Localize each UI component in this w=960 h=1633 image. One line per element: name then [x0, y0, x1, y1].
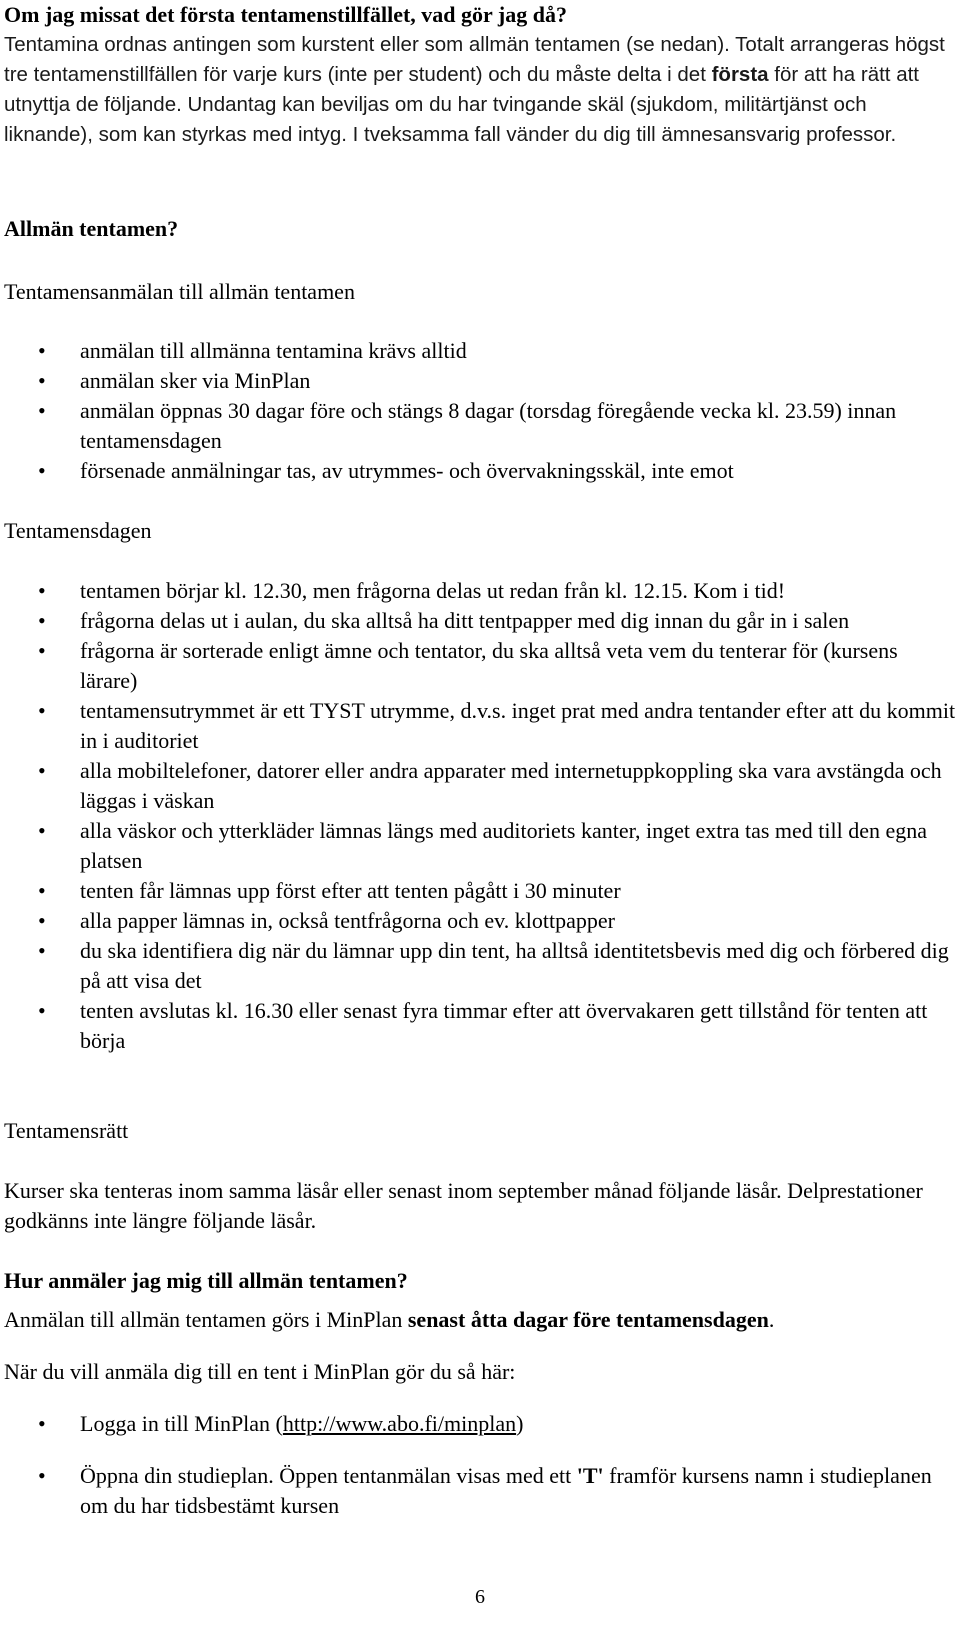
deadline-text-a: Anmälan till allmän tentamen görs i MinPlan: [4, 1307, 408, 1332]
list-item: • du ska identifiera dig när du lämnar upp din tent, ha alltså identitetsbevis med dig och förbered dig på att visa det: [0, 936, 956, 996]
list-item: • alla papper lämnas in, också tentfrågorna och ev. klottpapper: [0, 906, 956, 936]
list-item: • frågorna är sorterade enligt ämne och tentator, du ska alltså veta vem du tenterar för (kursens lärare): [0, 636, 956, 696]
intro-text-bold: första: [711, 63, 769, 86]
intro-text-b: för att ha rätt att utnyttja de följande. Undantag kan beviljas om du har tvingande skäl (sjukdom, militärtjänst och liknande), som kan styrkas med intyg. I tveksamma fall vänder du dig till ämnesansvarig professor.: [4, 63, 919, 146]
heading-exam-rights: Tentamensrätt: [4, 1118, 129, 1143]
list-item: • tentamen börjar kl. 12.30, men frågorna delas ut redan från kl. 12.15. Kom i tid!: [0, 576, 956, 606]
heading-how-to-register: Hur anmäler jag mig till allmän tentamen?: [4, 1268, 408, 1293]
register-steps-list: [0, 1409, 956, 1521]
step2-text-a: Öppna din studieplan. Öppen tentanmälan visas med ett: [80, 1463, 577, 1488]
list-item: • anmälan öppnas 30 dagar före och stängs 8 dagar (torsdag föregående vecka kl. 23.59) innan tentamensdagen: [0, 396, 956, 456]
step1-text-a: Logga in till MinPlan (: [80, 1411, 283, 1436]
heading-missed-exam: Om jag missat det första tentamenstillfället, vad gör jag då?: [4, 2, 567, 27]
minplan-link[interactable]: http://www.abo.fi/minplan: [282, 1411, 517, 1436]
step1-text-b: ): [516, 1411, 524, 1436]
list-item: [0, 1409, 956, 1439]
list-item: • försenade anmälningar tas, av utrymmes- och övervakningsskäl, inte emot: [0, 456, 956, 486]
register-deadline-text: [4, 1305, 956, 1335]
list-item: • alla väskor och ytterkläder lämnas längs med auditoriets kanter, inget extra tas med till den egna platsen: [0, 816, 956, 876]
step2-text-b: framför kursens namn i studieplanen om du har tidsbestämt kursen: [80, 1463, 932, 1518]
exam-rights-text: Kurser ska tenteras inom samma läsår eller senast inom september månad följande läsår. Delprestationer godkänns inte längre följande läsår.: [4, 1178, 923, 1233]
step2-text-bold: 'T': [576, 1463, 604, 1488]
exam-day-list: [0, 576, 956, 1056]
list-item: • alla mobiltelefoner, datorer eller andra apparater med internetuppkoppling ska vara avstängda och läggas i väskan: [0, 756, 956, 816]
deadline-text-b: .: [768, 1307, 775, 1332]
list-item: • anmälan sker via MinPlan: [0, 366, 956, 396]
subheading-registration: Tentamensanmälan till allmän tentamen: [4, 279, 355, 304]
heading-exam-day: Tentamensdagen: [4, 518, 152, 543]
deadline-text-bold: senast åtta dagar före tentamensdagen: [407, 1307, 769, 1332]
register-instructions-intro: När du vill anmäla dig till en tent i MinPlan gör du så här:: [4, 1359, 516, 1384]
registration-list: [0, 336, 956, 486]
list-item: • tenten får lämnas upp först efter att tenten pågått i 30 minuter: [0, 876, 956, 906]
intro-paragraph: [4, 30, 956, 150]
heading-general-exam: Allmän tentamen?: [4, 216, 179, 241]
list-item: • anmälan till allmänna tentamina krävs alltid: [0, 336, 956, 366]
list-item: • tenten avslutas kl. 16.30 eller senast fyra timmar efter att övervakaren gett tillstånd för tenten att börja: [0, 996, 956, 1056]
list-item: • tentamensutrymmet är ett TYST utrymme, d.v.s. inget prat med andra tentander efter att du kommit in i auditoriet: [0, 696, 956, 756]
intro-text-a: Tentamina ordnas antingen som kurstent eller som allmän tentamen (se nedan). Totalt arrangeras högst tre tentamenstillfällen för varje kurs (inte per student) och du måste delta i det: [4, 33, 945, 86]
list-item: • frågorna delas ut i aulan, du ska alltså ha ditt tentpapper med dig innan du går in i salen: [0, 606, 956, 636]
page-number: 6: [475, 1586, 485, 1608]
list-item: [0, 1461, 956, 1521]
